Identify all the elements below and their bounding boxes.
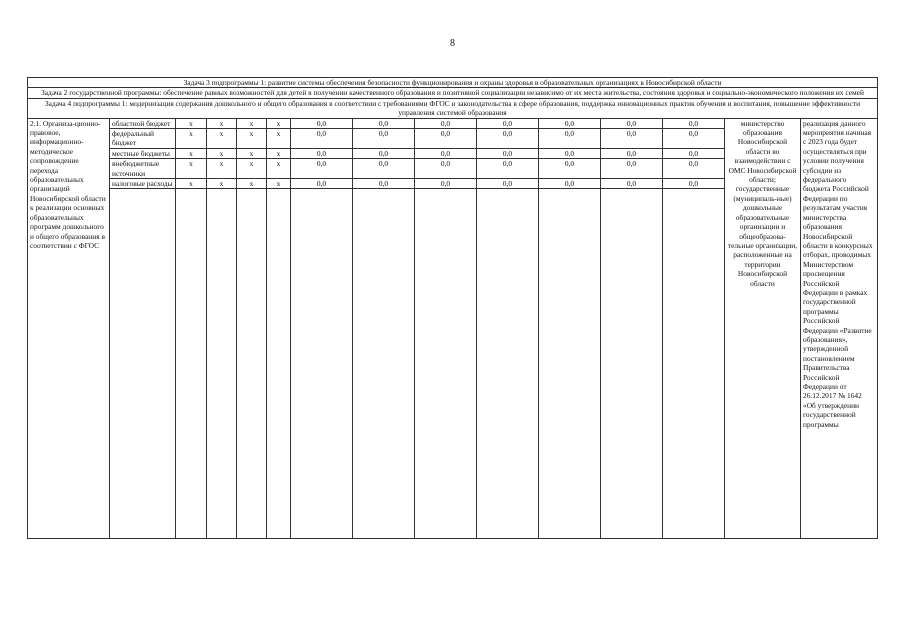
- value-cell: 0,0: [353, 159, 415, 179]
- header-task4-row: [28, 98, 878, 118]
- x-cell: x: [267, 129, 291, 149]
- empty-cell: [477, 189, 539, 539]
- value-cell: 0,0: [601, 179, 663, 189]
- value-cell: 0,0: [601, 118, 663, 128]
- value-cell: 0,0: [291, 148, 353, 158]
- executor: министерство образования Новосибирской области во взаимодействии с ОМС Новосибирской области; государственные (муниципаль-ные) дошкольные образовательные организации и общеобразова-тельные организации, расположенные на территории Новосибирской области: [725, 118, 801, 539]
- x-cell: x: [207, 129, 237, 149]
- x-cell: x: [207, 179, 237, 189]
- empty-cell: [207, 189, 237, 539]
- value-cell: 0,0: [539, 179, 601, 189]
- value-cell: 0,0: [477, 159, 539, 179]
- empty-cell: [267, 189, 291, 539]
- value-cell: 0,0: [415, 148, 477, 158]
- empty-cell: [353, 189, 415, 539]
- empty-cell: [539, 189, 601, 539]
- x-cell: x: [237, 148, 267, 158]
- funding-source: налоговые расходы: [110, 179, 176, 189]
- value-cell: 0,0: [353, 118, 415, 128]
- value-cell: 0,0: [415, 118, 477, 128]
- value-cell: 0,0: [353, 179, 415, 189]
- x-cell: x: [267, 148, 291, 158]
- x-cell: x: [207, 159, 237, 179]
- page-number: 8: [450, 38, 455, 49]
- expected-result: реализация данного мероприятия начиная с 2023 года будет осуществляться при условии получения субсидии из федерального бюджета Российской Федерации по результатам участия министерства образования Новосибирской области в конкурсных отборах, проводимых Министерством просвещения Российской Федерации в рамках государственной программы Российской Федерации «Развитие образования», утвержденной постановлением Правительства Российской Федерации от 26.12.2017 № 1642 «Об утверждении государственной программы: [801, 118, 878, 539]
- header-task4: Задача 4 подпрограммы 1: модернизация содержания дошкольного и общего образования в соответствии с требованиями ФГОС и законодательства в сфере образования, поддержка инновационных практик обучения и воспитания, повышение эффективности управления системой образования: [28, 98, 878, 118]
- measure-name: 2.1. Организа-ционно-правовое, информационно-методическое сопровождение перехода образовательных организаций Новосибирской области к реализации основных образовательных программ дошкольного и общего образования в соответствии с ФГОС: [28, 118, 110, 539]
- program-table: [27, 77, 878, 539]
- empty-cell: [237, 189, 267, 539]
- value-cell: 0,0: [539, 129, 601, 149]
- x-cell: x: [207, 118, 237, 128]
- value-cell: 0,0: [291, 129, 353, 149]
- value-cell: 0,0: [601, 148, 663, 158]
- value-cell: 0,0: [663, 118, 725, 128]
- x-cell: x: [176, 159, 207, 179]
- value-cell: 0,0: [663, 159, 725, 179]
- funding-source: областной бюджет: [110, 118, 176, 128]
- value-cell: 0,0: [539, 148, 601, 158]
- header-task3-row: [28, 78, 878, 88]
- value-cell: 0,0: [291, 159, 353, 179]
- empty-cell: [176, 189, 207, 539]
- value-cell: 0,0: [291, 118, 353, 128]
- funding-source: местные бюджеты: [110, 148, 176, 158]
- header-task3: Задача 3 подпрограммы 1: развитие системы обеспечения безопасности функционирования и охраны здоровья в образовательных организациях в Новосибирской области: [28, 78, 878, 88]
- funding-source: внебюджетные источники: [110, 159, 176, 179]
- value-cell: 0,0: [663, 129, 725, 149]
- x-cell: x: [176, 129, 207, 149]
- value-cell: 0,0: [415, 159, 477, 179]
- value-cell: 0,0: [291, 179, 353, 189]
- x-cell: x: [176, 118, 207, 128]
- value-cell: 0,0: [477, 118, 539, 128]
- value-cell: 0,0: [477, 179, 539, 189]
- x-cell: x: [237, 118, 267, 128]
- funding-source: федеральный бюджет: [110, 129, 176, 149]
- x-cell: x: [267, 118, 291, 128]
- empty-cell: [601, 189, 663, 539]
- value-cell: 0,0: [539, 159, 601, 179]
- value-cell: 0,0: [539, 118, 601, 128]
- value-cell: 0,0: [477, 148, 539, 158]
- x-cell: x: [237, 159, 267, 179]
- x-cell: x: [176, 148, 207, 158]
- value-cell: 0,0: [353, 129, 415, 149]
- x-cell: x: [267, 179, 291, 189]
- value-cell: 0,0: [663, 148, 725, 158]
- value-cell: 0,0: [415, 129, 477, 149]
- header-task2: Задача 2 государственной программы: обеспечение равных возможностей для детей в получении качественного образования и позитивной социализации независимо от их места жительства, состояния здоровья и социально-экономического положения их семей: [28, 88, 878, 98]
- value-cell: 0,0: [477, 129, 539, 149]
- header-task2-row: [28, 88, 878, 98]
- value-cell: 0,0: [601, 129, 663, 149]
- x-cell: x: [176, 179, 207, 189]
- x-cell: x: [237, 179, 267, 189]
- empty-cell: [291, 189, 353, 539]
- empty-cell: [415, 189, 477, 539]
- value-cell: 0,0: [663, 179, 725, 189]
- x-cell: x: [207, 148, 237, 158]
- value-cell: 0,0: [601, 159, 663, 179]
- value-cell: 0,0: [353, 148, 415, 158]
- empty-cell: [663, 189, 725, 539]
- x-cell: x: [267, 159, 291, 179]
- table-row: [28, 118, 878, 128]
- value-cell: 0,0: [415, 179, 477, 189]
- empty-cell: [110, 189, 176, 539]
- x-cell: x: [237, 129, 267, 149]
